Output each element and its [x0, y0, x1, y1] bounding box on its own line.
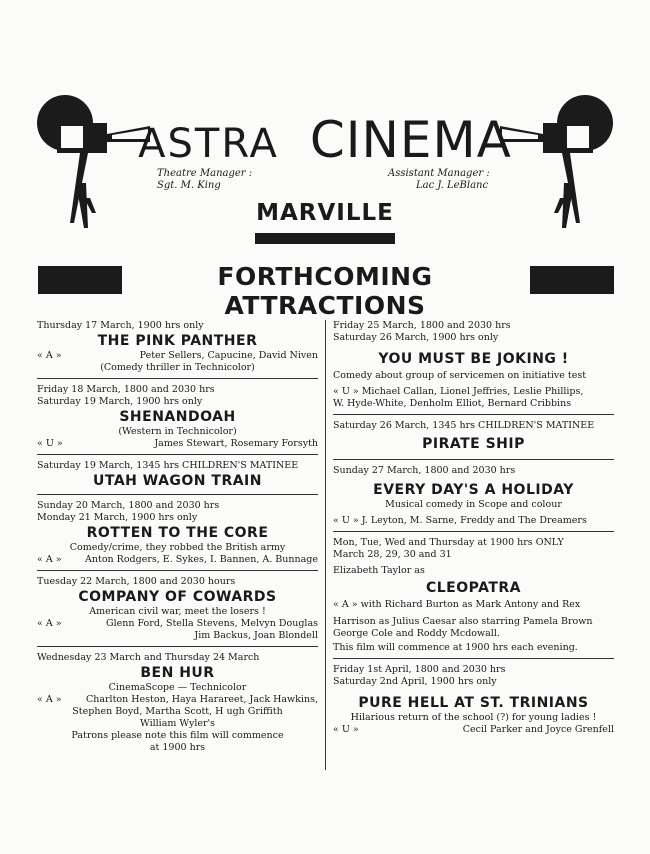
- film-note: Patrons please note this film will commence: [71, 730, 284, 741]
- listing-date: Friday 18 March, 1800 and 2030 hrs: [37, 384, 215, 395]
- listing-date: Friday 1st April, 1800 and 2030 hrs: [333, 664, 506, 675]
- listing-date: Saturday 26 March, 1900 hrs only: [333, 332, 499, 343]
- section-bar-left: [38, 266, 122, 294]
- theatre-manager: Theatre Manager : Sgt. M. King: [157, 168, 253, 191]
- divider: [37, 378, 318, 379]
- film-title: PURE HELL AT ST. TRINIANS: [358, 695, 589, 711]
- film-note: Musical comedy in Scope and colour: [385, 499, 562, 510]
- divider: [37, 646, 318, 647]
- film-title: COMPANY OF COWARDS: [78, 589, 277, 605]
- film-cast: « A » Glenn Ford, Stella Stevens, Melvyn Douglas: [37, 618, 318, 629]
- town-name: MARVILLE: [256, 200, 394, 226]
- listing-date: Tuesday 22 March, 1800 and 2030 hours: [37, 576, 236, 587]
- cinema-name-right: CINEMA: [309, 111, 512, 169]
- divider: [333, 658, 614, 659]
- film-cast: W. Hyde-White, Denholm Elliot, Bernard Cribbins: [333, 398, 572, 409]
- film-title: THE PINK PANTHER: [97, 333, 258, 349]
- film-cast: « A » with Richard Burton as Mark Antony and Rex: [333, 599, 581, 610]
- film-cast: William Wyler's: [139, 718, 216, 729]
- film-note: Comedy/crime, they robbed the British army: [69, 542, 286, 553]
- listing-date: Sunday 27 March, 1800 and 2030 hrs: [333, 465, 516, 476]
- section-bar-right: [530, 266, 614, 294]
- listing-date: Saturday 19 March, 1900 hrs only: [37, 396, 203, 407]
- listing-date: Saturday 19 March, 1345 hrs CHILDREN'S MATINEE: [37, 460, 299, 471]
- film-intro: Elizabeth Taylor as: [333, 565, 425, 576]
- right-column: [333, 320, 614, 736]
- divider: [333, 414, 614, 415]
- town-underline: [255, 233, 395, 244]
- film-note: CinemaScope — Technicolor: [108, 682, 247, 693]
- divider: [333, 531, 614, 532]
- column-divider: [325, 320, 326, 770]
- film-note: This film will commence at 1900 hrs each evening.: [333, 642, 578, 653]
- film-cast: Stephen Boyd, Martha Scott, H ugh Griffith: [72, 706, 283, 717]
- left-column: [37, 320, 318, 754]
- listing-date: Thursday 17 March, 1900 hrs only: [37, 320, 204, 331]
- assistant-manager: Assistant Manager : Lac J. LeBlanc: [388, 168, 490, 191]
- film-title: SHENANDOAH: [119, 409, 236, 425]
- film-note: Comedy about group of servicemen on initiative test: [333, 370, 587, 381]
- film-cast: « U » James Stewart, Rosemary Forsyth: [37, 438, 318, 449]
- listing-date: Friday 25 March, 1800 and 2030 hrs: [333, 320, 511, 331]
- film-title: UTAH WAGON TRAIN: [93, 473, 262, 489]
- film-note: at 1900 hrs: [149, 742, 206, 753]
- film-cast: « U » Michael Callan, Lionel Jeffries, Leslie Phillips,: [333, 386, 584, 397]
- divider: [37, 570, 318, 571]
- film-cast: Harrison as Julius Caesar also starring Pamela Brown: [333, 616, 593, 627]
- listing-date: Sunday 20 March, 1800 and 2030 hrs: [37, 500, 220, 511]
- film-cast: Jim Backus, Joan Blondell: [194, 630, 318, 641]
- film-note: (Comedy thriller in Technicolor): [100, 362, 255, 373]
- film-title: PIRATE SHIP: [422, 436, 525, 452]
- divider: [37, 454, 318, 455]
- film-title: EVERY DAY'S A HOLIDAY: [373, 482, 574, 498]
- section-title: FORTHCOMING ATTRACTIONS: [217, 262, 433, 320]
- film-title: ROTTEN TO THE CORE: [86, 525, 269, 541]
- film-title: BEN HUR: [140, 665, 215, 681]
- cinema-name-left: ASTRA: [138, 121, 279, 167]
- film-title: CLEOPATRA: [425, 580, 522, 596]
- film-cast: George Cole and Roddy Mcdowall.: [333, 628, 500, 639]
- listing-date: Wednesday 23 March and Thursday 24 March: [37, 652, 260, 663]
- film-cast: « U » Cecil Parker and Joyce Grenfell: [333, 724, 614, 735]
- film-cast: « A » Peter Sellers, Capucine, David Niven: [37, 350, 318, 361]
- listing-date: Monday 21 March, 1900 hrs only: [37, 512, 198, 523]
- divider: [333, 459, 614, 460]
- film-cast: « A » Charlton Heston, Haya Harareet, Jack Hawkins,: [37, 694, 318, 705]
- film-note: Hilarious return of the school (?) for young ladies !: [350, 712, 597, 723]
- film-cast: « A » Anton Rodgers, E. Sykes, I. Bannen, A. Bunnage: [37, 554, 318, 565]
- film-note: (Western in Technicolor): [118, 426, 237, 437]
- listing-date: Mon, Tue, Wed and Thursday at 1900 hrs ONLY: [333, 537, 564, 548]
- film-cast: « U » J. Leyton, M. Sarne, Freddy and The Dreamers: [333, 515, 587, 526]
- divider: [37, 494, 318, 495]
- cinema-name: [0, 110, 650, 174]
- listing-date: Saturday 26 March, 1345 hrs CHILDREN'S MATINEE: [333, 420, 595, 431]
- film-title: YOU MUST BE JOKING !: [378, 351, 569, 367]
- listing-date: Saturday 2nd April, 1900 hrs only: [333, 676, 497, 687]
- listing-date: March 28, 29, 30 and 31: [333, 549, 452, 560]
- film-note: American civil war, meet the losers !: [89, 606, 266, 617]
